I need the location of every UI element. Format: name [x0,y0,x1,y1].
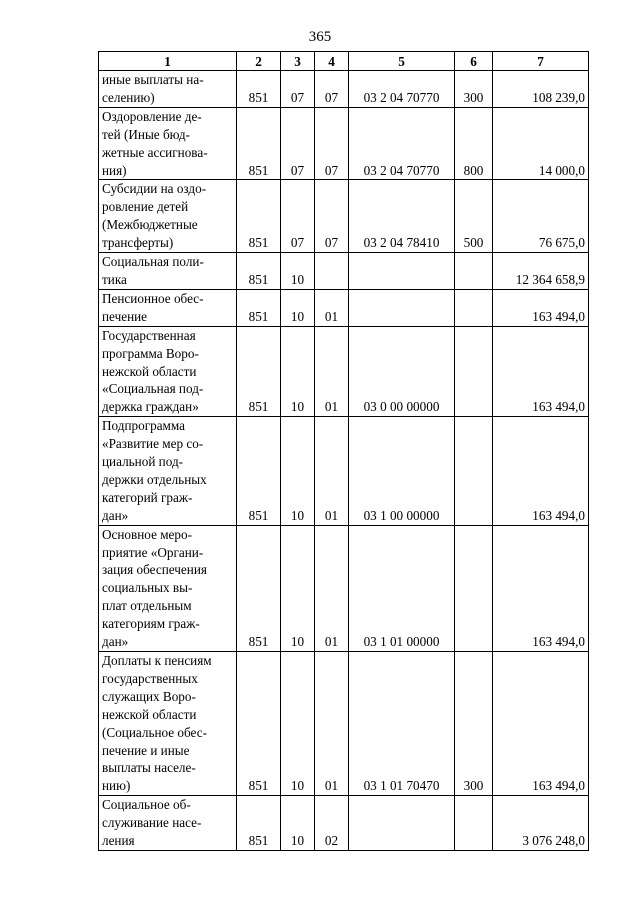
column-header: 3 [281,52,315,71]
column-header: 2 [237,52,281,71]
item-name-line: трансферты) [102,235,174,251]
chapter-code-cell: 10 [281,417,315,525]
expense-type-cell [455,525,493,651]
section-code-cell: 851 [237,326,281,417]
chapter-code-cell: 10 [281,652,315,796]
target-article-cell: 03 0 00 00000 [349,326,455,417]
subsection-code-cell: 01 [315,289,349,326]
item-name-line: «Социальная под- [102,381,204,397]
target-article-cell [349,796,455,851]
table-row [99,253,589,290]
chapter-code-cell: 10 [281,326,315,417]
amount-cell: 12 364 658,9 [493,253,589,290]
table-row [99,107,589,180]
column-header: 6 [455,52,493,71]
item-name-line: Оздоровление де- [102,108,202,124]
table-row [99,525,589,651]
item-name-line: нию) [102,778,131,794]
chapter-code-cell: 10 [281,253,315,290]
item-name-line: «Развитие мер со- [102,436,204,452]
table-row [99,180,589,253]
item-name-cell [99,652,237,796]
item-name-cell [99,796,237,851]
expense-type-cell [455,253,493,290]
chapter-code-cell: 10 [281,289,315,326]
item-name-line: печение [102,308,148,324]
target-article-cell: 03 2 04 70770 [349,107,455,180]
subsection-code-cell: 01 [315,652,349,796]
target-article-cell [349,253,455,290]
subsection-code-cell [315,253,349,290]
expense-type-cell [455,796,493,851]
target-article-cell: 03 1 01 00000 [349,525,455,651]
amount-cell: 163 494,0 [493,289,589,326]
section-code-cell: 851 [237,525,281,651]
item-name-line: тей (Иные бюд- [102,126,190,142]
amount-cell: 14 000,0 [493,107,589,180]
item-name-line: программа Воро- [102,345,199,361]
target-article-cell: 03 2 04 70770 [349,71,455,108]
expense-type-cell: 500 [455,180,493,253]
item-name-line: нежской области [102,706,197,722]
item-name-line: служащих Воро- [102,688,196,704]
section-code-cell: 851 [237,71,281,108]
section-code-cell: 851 [237,796,281,851]
item-name-line: Социальное об- [102,797,191,813]
item-name-cell [99,253,237,290]
subsection-code-cell: 01 [315,326,349,417]
item-name-cell [99,525,237,651]
amount-cell: 108 239,0 [493,71,589,108]
item-name-line: (Межбюджетные [102,217,198,233]
item-name-cell [99,71,237,108]
section-code-cell: 851 [237,289,281,326]
column-header: 7 [493,52,589,71]
item-name-cell [99,417,237,525]
chapter-code-cell: 10 [281,796,315,851]
item-name-line: Доплаты к пенсиям [102,653,212,668]
item-name-cell [99,180,237,253]
item-name-line: ления [102,833,135,849]
chapter-code-cell: 07 [281,180,315,253]
expense-type-cell [455,326,493,417]
item-name-line: дан» [102,634,129,650]
section-code-cell: 851 [237,652,281,796]
item-name-line: приятие «Органи- [102,544,204,560]
subsection-code-cell: 07 [315,180,349,253]
table-row [99,326,589,417]
table-row [99,417,589,525]
column-header: 4 [315,52,349,71]
item-name-line: жетные ассигнова- [102,144,208,160]
item-name-line: дан» [102,507,129,523]
page-number: 365 [308,29,332,45]
item-name-line: Государственная [102,327,196,343]
section-code-cell: 851 [237,417,281,525]
chapter-code-cell: 07 [281,107,315,180]
item-name-line: циальной под- [102,454,184,470]
amount-cell: 163 494,0 [493,525,589,651]
table-header-row [99,52,589,71]
item-name-line: ровление детей [102,199,189,215]
chapter-code-cell: 07 [281,71,315,108]
item-name-line: тика [102,271,127,287]
item-name-line: зация обеспечения [102,562,207,578]
item-name-line: селению) [102,89,155,105]
item-name-line: иные выплаты на- [102,72,204,87]
item-name-line: Подпрограмма [102,418,186,434]
expense-type-cell [455,417,493,525]
subsection-code-cell: 02 [315,796,349,851]
subsection-code-cell: 07 [315,71,349,108]
amount-cell: 163 494,0 [493,326,589,417]
target-article-cell: 03 2 04 78410 [349,180,455,253]
amount-cell: 163 494,0 [493,652,589,796]
amount-cell: 3 076 248,0 [493,796,589,851]
item-name-line: социальных вы- [102,580,193,596]
subsection-code-cell: 07 [315,107,349,180]
expense-type-cell [455,289,493,326]
amount-cell: 76 675,0 [493,180,589,253]
item-name-line: держка граждан» [102,399,199,415]
item-name-line: держки отдельных [102,471,207,487]
item-name-line: нежской области [102,363,197,379]
item-name-line: плат отдельным [102,598,192,614]
subsection-code-cell: 01 [315,525,349,651]
expense-type-cell: 300 [455,71,493,108]
item-name-line: (Социальное обес- [102,724,207,740]
item-name-line: выплаты населе- [102,760,196,776]
item-name-line: служивание насе- [102,815,202,831]
section-code-cell: 851 [237,253,281,290]
item-name-line: Субсидии на оздо- [102,181,207,197]
section-code-cell: 851 [237,180,281,253]
item-name-line: государственных [102,670,198,686]
table-row [99,71,589,108]
item-name-cell [99,326,237,417]
expense-type-cell: 800 [455,107,493,180]
item-name-line: категорий граж- [102,489,193,505]
subsection-code-cell: 01 [315,417,349,525]
table-row [99,796,589,851]
target-article-cell: 03 1 01 70470 [349,652,455,796]
column-header: 5 [349,52,455,71]
chapter-code-cell: 10 [281,525,315,651]
item-name-line: ния) [102,162,127,178]
item-name-cell [99,289,237,326]
column-header: 1 [99,52,237,71]
item-name-line: печение и иные [102,742,190,758]
amount-cell: 163 494,0 [493,417,589,525]
budget-table [98,51,589,851]
item-name-cell [99,107,237,180]
expense-type-cell: 300 [455,652,493,796]
table-row [99,289,589,326]
table-body [99,71,589,851]
target-article-cell [349,289,455,326]
item-name-line: Пенсионное обес- [102,290,204,306]
table-row [99,652,589,796]
item-name-line: категориям граж- [102,616,200,632]
section-code-cell: 851 [237,107,281,180]
item-name-line: Социальная поли- [102,254,204,270]
target-article-cell: 03 1 00 00000 [349,417,455,525]
item-name-line: Основное меро- [102,526,192,542]
